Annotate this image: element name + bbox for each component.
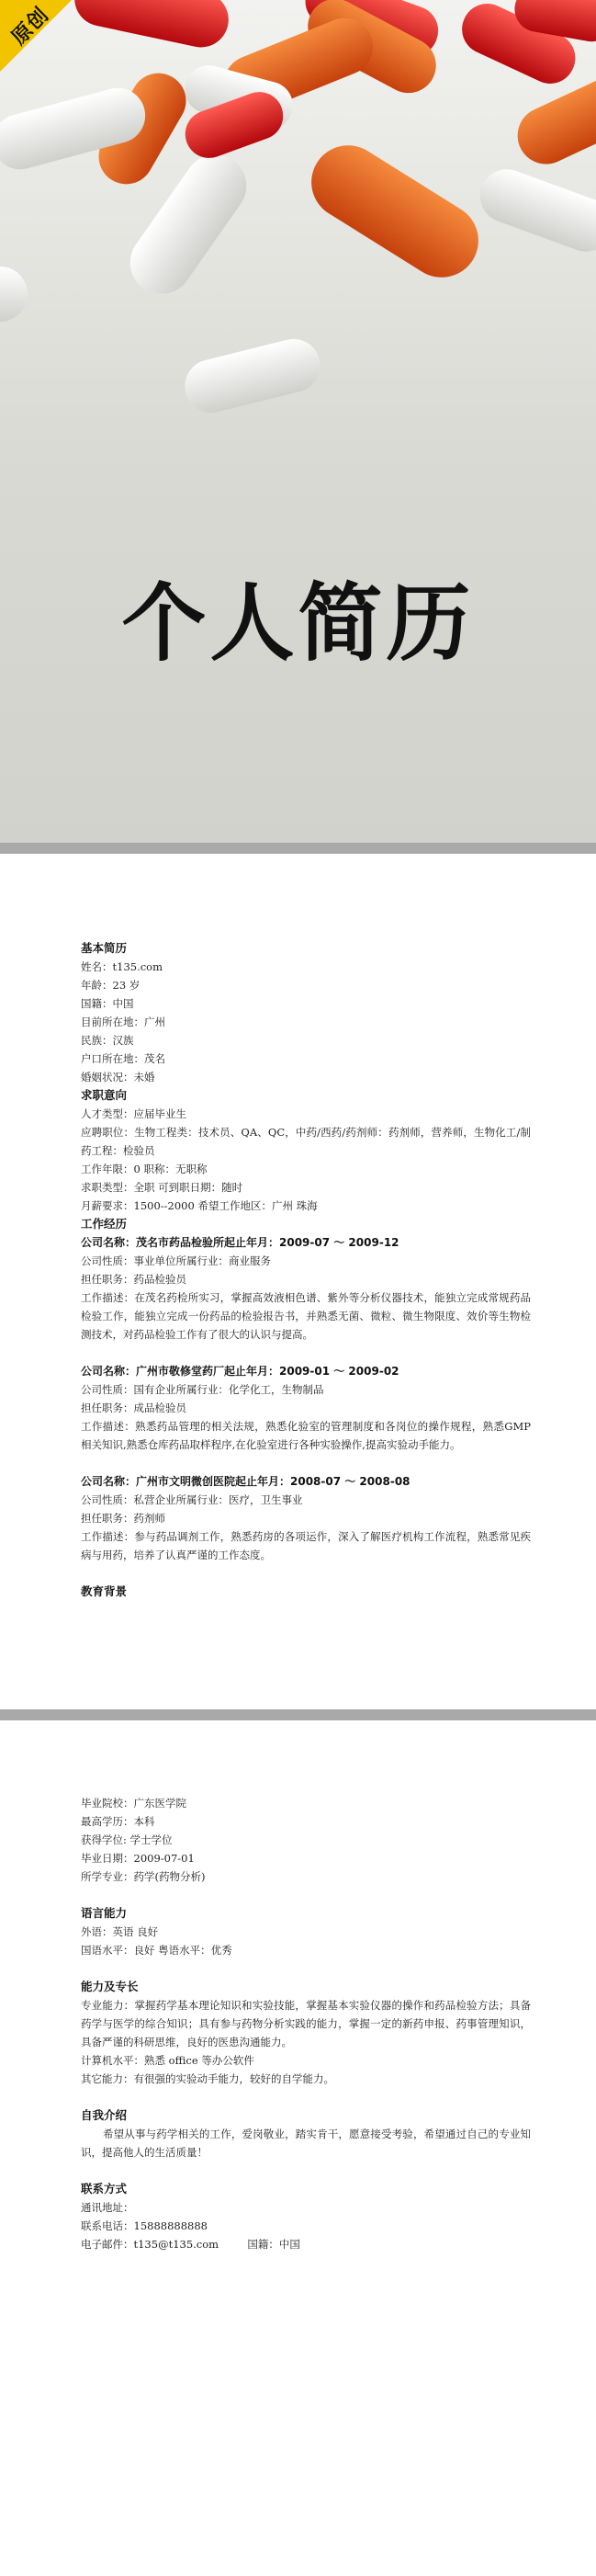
contact-address: 通讯地址： bbox=[81, 2201, 134, 2214]
cover-title: 个人简历 bbox=[121, 574, 475, 673]
field-age: 年龄：23 岁 bbox=[81, 979, 141, 992]
job-entry bbox=[81, 1233, 531, 1344]
section-heading-intro: 自我介绍 bbox=[81, 2108, 128, 2122]
job-head: 公司名称：广州市敬修堂药厂起止年月：2009-01 ～ 2009-02 bbox=[81, 1365, 399, 1378]
intent-talent-type: 人才类型：应届毕业生 bbox=[81, 1107, 186, 1120]
resume-page-2 bbox=[81, 1794, 531, 2253]
edu-major: 所学专业：药学(药物分析) bbox=[81, 1870, 206, 1883]
section-heading-basic: 基本简历 bbox=[81, 941, 128, 955]
skills-other: 其它能力：有很强的实验动手能力，较好的自学能力。 bbox=[81, 2072, 334, 2085]
contact-email-line bbox=[81, 2235, 531, 2253]
job-role: 担任职务：成品检验员 bbox=[81, 1401, 186, 1414]
page-divider-top bbox=[0, 843, 596, 854]
job-head: 公司名称：茂名市药品检验所起止年月：2009-07 ～ 2009-12 bbox=[81, 1236, 399, 1249]
intent-years: 工作年限：0 职称：无职称 bbox=[81, 1163, 208, 1175]
section-heading-skills: 能力及专长 bbox=[81, 1980, 139, 1993]
contact-email: 电子邮件：t135@t135.com bbox=[81, 2238, 219, 2251]
edu-degree: 最高学历：本科 bbox=[81, 1815, 155, 1828]
section-heading-contact: 联系方式 bbox=[81, 2182, 128, 2196]
job-role: 担任职务：药剂师 bbox=[81, 1512, 165, 1525]
job-role: 担任职务：药品检验员 bbox=[81, 1273, 186, 1286]
lang-foreign: 外语：英语 良好 bbox=[81, 1925, 159, 1938]
job-desc: 工作描述：参与药品调剂工作，熟悉药房的各项运作，深入了解医疗机构工作流程，熟悉常见疾病与用药，培养了认真严谨的工作态度。 bbox=[81, 1530, 531, 1561]
field-marital: 婚姻状况：未婚 bbox=[81, 1071, 155, 1084]
field-hukou: 户口所在地：茂名 bbox=[81, 1052, 165, 1065]
job-nature: 公司性质：事业单位所属行业：商业服务 bbox=[81, 1254, 271, 1267]
cover-page bbox=[0, 0, 596, 843]
job-entry bbox=[81, 1472, 531, 1564]
field-nationality: 国籍：中国 bbox=[81, 997, 134, 1010]
skills-expertise: 专业能力：掌握药学基本理论知识和实验技能，掌握基本实验仪器的操作和药品检验方法；具备药学与医学的综合知识；具有参与药物分析实践的能力，掌握一定的新药申报、药事管理知识，具备严谨的科研思维，良好的医患沟通能力。 bbox=[81, 1999, 531, 2048]
job-entry bbox=[81, 1362, 531, 1454]
section-heading-language: 语言能力 bbox=[81, 1906, 128, 1920]
intent-position: 应聘职位：生物工程类：技术员、QA、QC，中药/西药/药剂师：药剂师，营养师，生物化工/制药工程：检验员 bbox=[81, 1126, 531, 1157]
pills-photo bbox=[0, 0, 596, 432]
contact-nationality: 国籍：中国 bbox=[247, 2238, 300, 2251]
job-head: 公司名称：广州市文明微创医院起止年月：2008-07 ～ 2008-08 bbox=[81, 1475, 410, 1488]
edu-diploma: 获得学位: 学士学位 bbox=[81, 1833, 173, 1846]
field-location: 目前所在地：广州 bbox=[81, 1016, 165, 1028]
edu-grad-date: 毕业日期：2009-07-01 bbox=[81, 1852, 195, 1865]
page-divider-middle bbox=[0, 1709, 596, 1720]
field-ethnicity: 民族：汉族 bbox=[81, 1034, 134, 1047]
field-name: 姓名：t135.com bbox=[81, 960, 163, 973]
intent-type: 求职类型：全职 可到职日期：随时 bbox=[81, 1181, 243, 1194]
section-heading-experience: 工作经历 bbox=[81, 1217, 128, 1231]
skills-computer: 计算机水平：熟悉 office 等办公软件 bbox=[81, 2054, 254, 2067]
intro-text: 希望从事与药学相关的工作，爱岗敬业，踏实肯干，愿意接受考验，希望通过自己的专业知识，提高他人的生活质量！ bbox=[81, 2128, 531, 2159]
edu-school: 毕业院校：广东医学院 bbox=[81, 1797, 186, 1810]
resume-page-1 bbox=[81, 939, 531, 1601]
job-nature: 公司性质：国有企业所属行业：化学化工，生物制品 bbox=[81, 1383, 324, 1396]
job-desc: 工作描述：在茂名药检所实习，掌握高效液相色谱、紫外等分析仪器技术，能独立完成常规药品检验工作，能独立完成一份药品的检验报告书，并熟悉无菌、微粒、微生物限度、效价等生物检测技术，对药品检验工作有了很大的认识与提高。 bbox=[81, 1291, 531, 1341]
job-desc: 工作描述：熟悉药品管理的相关法规，熟悉化验室的管理制度和各岗位的操作规程，熟悉GMP 相关知识,熟悉仓库药品取样程序,在化验室进行各种实验操作,提高实验动手能力。 bbox=[81, 1420, 531, 1451]
section-heading-education: 教育背景 bbox=[81, 1584, 128, 1598]
contact-phone: 联系电话：15888888888 bbox=[81, 2219, 208, 2232]
original-badge-label: 原创 bbox=[7, 3, 54, 51]
job-nature: 公司性质：私营企业所属行业：医疗，卫生事业 bbox=[81, 1493, 303, 1506]
intent-salary: 月薪要求：1500--2000 希望工作地区：广州 珠海 bbox=[81, 1199, 318, 1212]
lang-mandarin: 国语水平：良好 粤语水平：优秀 bbox=[81, 1944, 232, 1957]
section-heading-intent: 求职意向 bbox=[81, 1088, 128, 1102]
